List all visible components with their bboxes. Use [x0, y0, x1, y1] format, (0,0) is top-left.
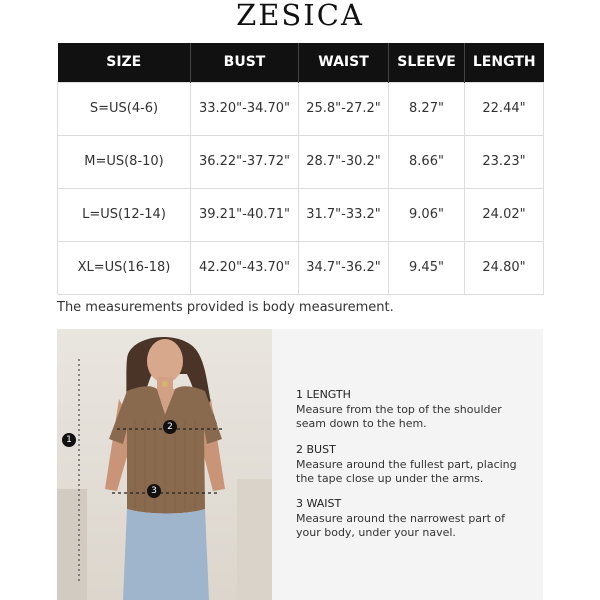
cell-bust: 36.22"-37.72"	[191, 135, 299, 188]
guide-title: 3 WAIST	[296, 497, 342, 510]
guide-waist	[296, 497, 526, 540]
cell-size: XL=US(16-18)	[58, 241, 191, 294]
cell-length: 24.80"	[465, 241, 544, 294]
brand-logo: ZESICA	[236, 0, 364, 32]
header-sleeve: SLEEVE	[389, 43, 465, 82]
guide-bust	[296, 443, 526, 486]
guide-description: Measure around the fullest part, placing the tape close up under the arms.	[296, 458, 517, 485]
header-bust: BUST	[191, 43, 299, 82]
header-waist: WAIST	[299, 43, 389, 82]
model-photo	[57, 329, 272, 600]
table-row	[58, 135, 544, 188]
table-row	[58, 82, 544, 135]
guide-description: Measure around the narrowest part of your body, under your navel.	[296, 512, 505, 539]
size-chart-table	[57, 43, 544, 295]
cell-size: M=US(8-10)	[58, 135, 191, 188]
cell-length: 23.23"	[465, 135, 544, 188]
header-size: SIZE	[58, 43, 191, 82]
cell-waist: 28.7"-30.2"	[299, 135, 389, 188]
marker-waist: 3	[147, 484, 161, 498]
cell-size: S=US(4-6)	[58, 82, 191, 135]
guide-title: 1 LENGTH	[296, 388, 351, 401]
cell-waist: 34.7"-36.2"	[299, 241, 389, 294]
cell-size: L=US(12-14)	[58, 188, 191, 241]
cell-waist: 31.7"-33.2"	[299, 188, 389, 241]
table-row	[58, 188, 544, 241]
cell-bust: 33.20"-34.70"	[191, 82, 299, 135]
cell-length: 24.02"	[465, 188, 544, 241]
guide-description: Measure from the top of the shoulder seam down to the hem.	[296, 403, 502, 430]
cell-bust: 39.21"-40.71"	[191, 188, 299, 241]
cell-sleeve: 9.45"	[389, 241, 465, 294]
table-header-row	[58, 43, 544, 82]
cell-bust: 42.20"-43.70"	[191, 241, 299, 294]
cell-sleeve: 9.06"	[389, 188, 465, 241]
guide-length	[296, 388, 526, 431]
cell-waist: 25.8"-27.2"	[299, 82, 389, 135]
marker-bust: 2	[163, 420, 177, 434]
marker-length: 1	[62, 433, 76, 447]
model-illustration	[57, 329, 272, 600]
header-length: LENGTH	[465, 43, 544, 82]
measurement-guide-panel	[272, 329, 543, 600]
cell-sleeve: 8.66"	[389, 135, 465, 188]
guide-title: 2 BUST	[296, 443, 336, 456]
cell-sleeve: 8.27"	[389, 82, 465, 135]
cell-length: 22.44"	[465, 82, 544, 135]
table-row	[58, 241, 544, 294]
measurement-note: The measurements provided is body measurement.	[57, 300, 394, 315]
